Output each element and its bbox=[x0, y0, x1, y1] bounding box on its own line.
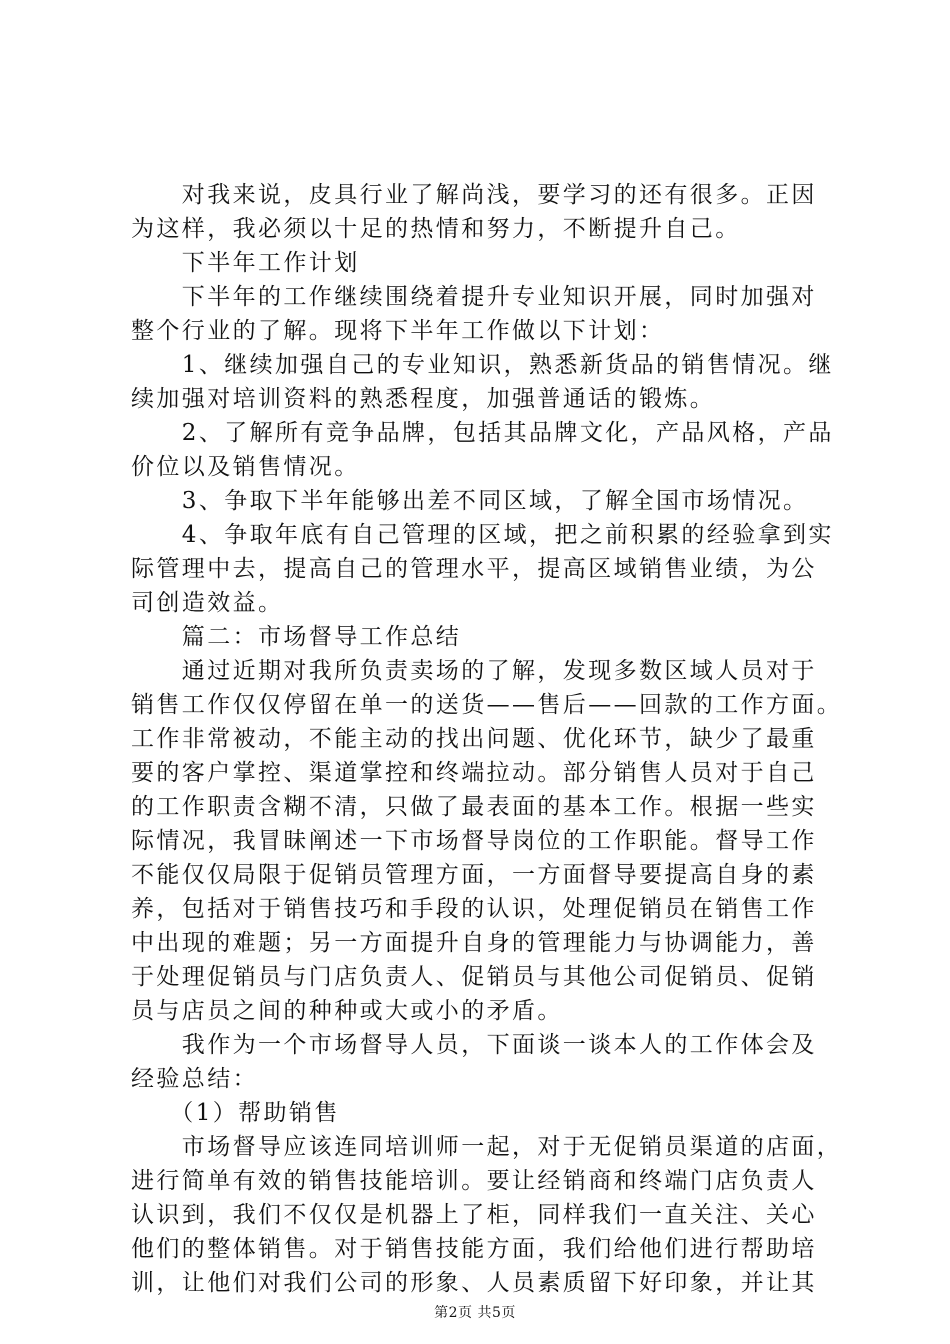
text-line: 训，让他们对我们公司的形象、人员素质留下好印象，并让其 bbox=[131, 1270, 817, 1296]
document-body bbox=[131, 178, 843, 1300]
list-item: 2、了解所有竞争品牌，包括其品牌文化，产品风格，产品 bbox=[131, 420, 834, 446]
text-line: 际管理中去，提高自己的管理水平，提高区域销售业绩，为公 bbox=[131, 556, 817, 582]
section-heading: 篇二：市场督导工作总结 bbox=[131, 624, 462, 650]
text-line: 于处理促销员与门店负责人、促销员与其他公司促销员、促销 bbox=[131, 964, 817, 990]
text-line: 对我来说，皮具行业了解尚浅，要学习的还有很多。正因 bbox=[131, 182, 817, 208]
text-line: 认识到，我们不仅仅是机器上了柜，同样我们一直关注、关心 bbox=[131, 1202, 817, 1228]
text-line: 的工作职责含糊不清，只做了最表面的基本工作。根据一些实 bbox=[131, 794, 817, 820]
text-line: 司创造效益。 bbox=[131, 590, 284, 616]
text-line: 养，包括对于销售技巧和手段的认识，处理促销员在销售工作 bbox=[131, 896, 817, 922]
text-line: 我作为一个市场督导人员，下面谈一谈本人的工作体会及 bbox=[131, 1032, 817, 1058]
list-item: 4、争取年底有自己管理的区域，把之前积累的经验拿到实 bbox=[131, 522, 834, 548]
text-line: 市场督导应该连同培训师一起，对于无促销员渠道的店面， bbox=[131, 1134, 843, 1160]
text-line: 他们的整体销售。对于销售技能方面，我们给他们进行帮助培 bbox=[131, 1236, 817, 1262]
text-line: 为这样，我必须以十足的热情和努力，不断提升自己。 bbox=[131, 216, 741, 242]
text-line: 不能仅仅局限于促销员管理方面，一方面督导要提高自身的素 bbox=[131, 862, 817, 888]
text-line: 工作非常被动，不能主动的找出问题、优化环节，缺少了最重 bbox=[131, 726, 817, 752]
list-item: 1、继续加强自己的专业知识，熟悉新货品的销售情况。继 bbox=[131, 352, 834, 378]
text-line: 通过近期对我所负责卖场的了解，发现多数区域人员对于 bbox=[131, 658, 817, 684]
text-line: 经验总结： bbox=[131, 1066, 258, 1092]
text-line: 进行简单有效的销售技能培训。要让经销商和终端门店负责人 bbox=[131, 1168, 817, 1194]
text-line: 销售工作仅仅停留在单一的送货——售后——回款的工作方面。 bbox=[131, 692, 843, 718]
text-line: 中出现的难题；另一方面提升自身的管理能力与协调能力，善 bbox=[131, 930, 817, 956]
section-heading: （1）帮助销售 bbox=[131, 1100, 340, 1126]
section-heading: 下半年工作计划 bbox=[131, 250, 360, 276]
text-line: 要的客户掌控、渠道掌控和终端拉动。部分销售人员对于自己 bbox=[131, 760, 817, 786]
text-line: 整个行业的了解。现将下半年工作做以下计划： bbox=[131, 318, 665, 344]
text-line: 续加强对培训资料的熟悉程度，加强普通话的锻炼。 bbox=[131, 386, 716, 412]
text-line: 员与店员之间的种种或大或小的矛盾。 bbox=[131, 998, 563, 1024]
text-line: 价位以及销售情况。 bbox=[131, 454, 360, 480]
page-number: 第2页 共5页 bbox=[434, 1305, 516, 1321]
text-line: 下半年的工作继续围绕着提升专业知识开展，同时加强对 bbox=[131, 284, 817, 310]
text-line: 际情况，我冒昧阐述一下市场督导岗位的工作职能。督导工作 bbox=[131, 828, 817, 854]
list-item: 3、争取下半年能够出差不同区域，了解全国市场情况。 bbox=[131, 488, 809, 514]
